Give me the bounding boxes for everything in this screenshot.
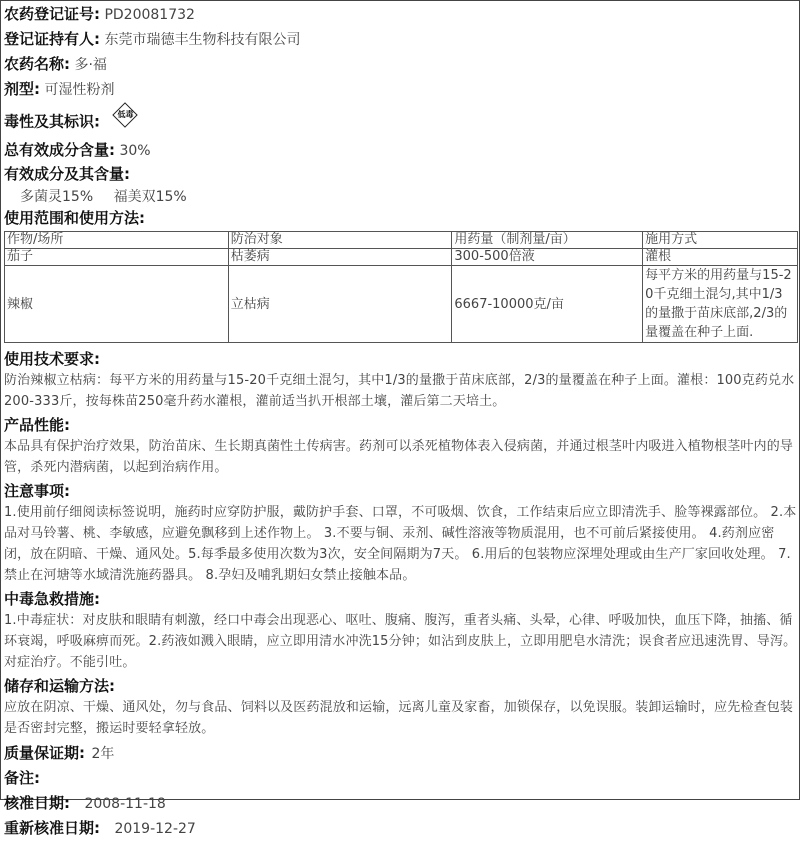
reg-no-label: 农药登记证号: (4, 5, 100, 23)
shelf-life-label: 质量保证期: (4, 744, 85, 762)
reapproved-date: 2019-12-27 (114, 821, 196, 837)
section-text: 本品具有保护治疗效果，防治苗床、生长期真菌性土传病害。药剂可以杀死植物体表入侵病菌，并通过根茎叶内吸进入植物根茎叶内的导管，杀死内潜病菌，以起到治病作用。 (4, 439, 794, 475)
table-header-cell: 防治对象 (228, 232, 452, 249)
table-header-cell: 施用方式 (643, 232, 798, 249)
reg-no-value: PD20081732 (104, 7, 195, 23)
usage-title: 使用范围和使用方法: (4, 209, 145, 227)
table-header-row (5, 232, 798, 249)
holder-label: 登记证持有人: (4, 30, 100, 48)
table-row (5, 249, 798, 266)
toxicity-badge-text: 低毒 (117, 110, 134, 119)
section-text: 应放在阴凉、干燥、通风处，勿与食品、饲料以及医药混放和运输，远离儿童及家畜，加锁保存，以免误服。装卸运输时，应先检查包装是否密封完整，搬运时要轻拿轻放。 (4, 700, 794, 736)
section-title: 使用技术要求: (4, 350, 100, 368)
table-cell: 辣椒 (5, 266, 229, 343)
table-header-cell: 用药量（制剂量/亩） (452, 232, 643, 249)
section-title: 产品性能: (4, 416, 70, 434)
usage-table (4, 231, 798, 343)
table-cell: 300-500倍液 (452, 249, 643, 266)
section-title: 注意事项: (4, 482, 70, 500)
table-cell: 灌根 (643, 249, 798, 266)
toxicity-label: 毒性及其标识: (4, 112, 100, 131)
remark-row (4, 766, 797, 791)
holder-row (4, 27, 797, 52)
form-value: 可湿性粉剂 (44, 82, 115, 98)
total-value: 30% (119, 143, 151, 159)
total-label: 总有效成分含量: (4, 141, 115, 159)
section-text: 1.使用前仔细阅读标签说明，施药时应穿防护服，戴防护手套、口罩，不可吸烟、饮食，工作结束后应立即清洗手、脸等裸露部位。 2.本品对马铃薯、桃、李敏感，应避免飘移到上述作物上。 3.不要与铜、汞剂、碱性溶液等物质混用，也不可前后紧接使用。 4.药剂应密闭，放在阴暗、干燥、通风处。5.每季最多使用次数为3次，安全间隔期为7天。 6.用后的包装物应深埋处理或由生产厂家回收处理。 7.禁止在河塘等水域清洗施药器具。 8.孕妇及哺乳期妇女禁止接触本品。 (4, 505, 797, 583)
reg-no-row (4, 2, 797, 27)
section-title: 中毒急救措施: (4, 590, 100, 608)
table-header-cell: 作物/场所 (5, 232, 229, 249)
remark-label: 备注: (4, 769, 40, 787)
table-cell: 每平方米的用药量与15-20千克细土混匀,其中1/3的量撒于苗床底部,2/3的量覆盖在种子上面. (643, 266, 798, 343)
shelf-life-row (4, 741, 797, 766)
table-cell: 茄子 (5, 249, 229, 266)
name-label: 农药名称: (4, 55, 70, 73)
shelf-life-value: 2年 (91, 746, 115, 762)
section-text: 防治辣椒立枯病：每平方米的用药量与15-20千克细土混匀，其中1/3的量撒于苗床底部，2/3的量覆盖在种子上面。灌根：100克药兑水200-333斤，按每株苗250毫升药水灌根，灌前适当扒开根部土壤，灌后第二天培土。 (4, 373, 795, 409)
ingredients-label: 有效成分及其含量: (4, 165, 130, 183)
table-cell: 6667-10000克/亩 (452, 266, 643, 343)
name-row (4, 52, 797, 77)
section-title: 储存和运输方法: (4, 677, 115, 695)
toxicity-badge (110, 100, 140, 141)
reapproved-row (4, 816, 797, 841)
approved-label: 核准日期: (4, 794, 70, 812)
total-row (4, 138, 797, 163)
ingredients-list (4, 186, 797, 208)
table-cell: 枯萎病 (228, 249, 452, 266)
low-toxicity-diamond-icon (110, 100, 140, 130)
ingredients-row (4, 163, 797, 186)
table-row (5, 266, 798, 343)
holder-value: 东莞市瑞德丰生物科技有限公司 (104, 32, 301, 48)
toxicity-row (4, 102, 797, 136)
ingredient-item: 福美双15% (113, 189, 187, 205)
reapproved-label: 重新核准日期: (4, 819, 100, 837)
form-label: 剂型: (4, 80, 40, 98)
name-value: 多·福 (74, 57, 107, 73)
approved-date: 2008-11-18 (84, 796, 166, 812)
form-row (4, 77, 797, 102)
section-text: 1.中毒症状：对皮肤和眼睛有刺激，经口中毒会出现恶心、呕吐、腹痛、腹泻，重者头痛、头晕，心律、呼吸加快，血压下降，抽搐、循环衰竭，呼吸麻痹而死。2.药液如溅入眼睛，应立即用清水冲洗15分钟；如沾到皮肤上，立即用肥皂水清洗；误食者应迅速洗胃、导泻。对症治疗。不能引吐。 (4, 613, 797, 670)
ingredient-item: 多菌灵15% (20, 189, 94, 205)
approved-row (4, 791, 797, 816)
table-cell: 立枯病 (228, 266, 452, 343)
